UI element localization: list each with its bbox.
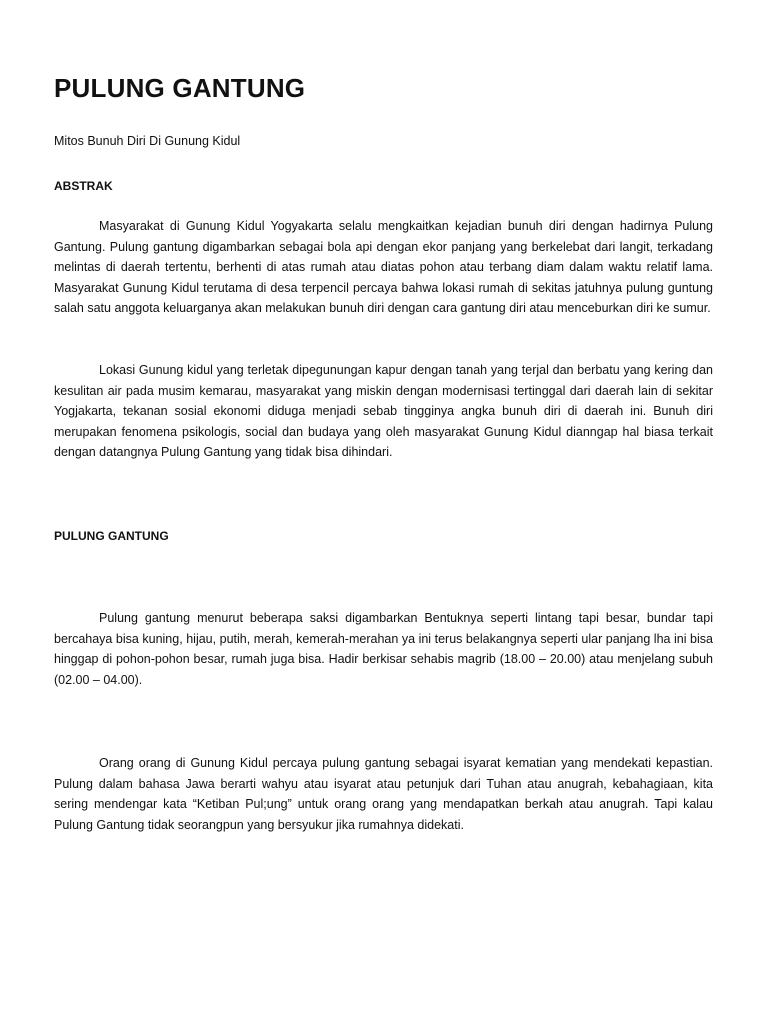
- section-heading: PULUNG GANTUNG: [54, 529, 169, 543]
- abstract-paragraph-2: Lokasi Gunung kidul yang terletak dipegunungan kapur dengan tanah yang terjal dan berbatu yang kering dan kesulitan air pada musim kemarau, masyarakat yang miskin dengan modernisasi tertinggal dari daerah lain di sekitar Yogjakarta, tekanan sosial ekonomi diduga menjadi sebab tingginya angka bunuh diri di daerah ini. Bunuh diri merupakan fenomena psikologis, social dan budaya yang oleh masyarakat Gunung Kidul dianngap hal biasa terkait dengan datangnya Pulung Gantung yang tidak bisa dihindari.: [54, 363, 713, 460]
- section-paragraph-1: Pulung gantung menurut beberapa saksi digambarkan Bentuknya seperti lintang tapi besar, bundar tapi bercahaya bisa kuning, hijau, putih, merah, kemerah-merahan ya ini terus belakangnya seperti ular panjang lha ini bisa hinggap di pohon-pohon besar, rumah juga bisa. Hadir berkisar sehabis magrib (18.00 – 20.00) atau menjelang subuh (02.00 – 04.00).: [54, 611, 713, 687]
- document-subtitle: Mitos Bunuh Diri Di Gunung Kidul: [54, 134, 241, 148]
- abstract-heading: ABSTRAK: [54, 179, 113, 193]
- abstract-paragraph-1: Masyarakat di Gunung Kidul Yogyakarta selalu mengkaitkan kejadian bunuh diri dengan hadirnya Pulung Gantung. Pulung gantung digambarkan sebagai bola api dengan ekor panjang yang berkelebat dari langit, terkadang melintas di daerah tertentu, berhenti di atas rumah atau diatas pohon atau terbang diam dalam waktu relatif lama. Masyarakat Gunung Kidul terutama di desa terpencil percaya bahwa lokasi rumah di sekitas jatuhnya pulung guntung salah satu anggota keluarganya akan melakukan bunuh diri dengan cara gantung diri atau menceburkan diri ke sumur.: [54, 219, 713, 316]
- section-paragraph-2: Orang orang di Gunung Kidul percaya pulung gantung sebagai isyarat kematian yang mendekati kepastian. Pulung dalam bahasa Jawa berarti wahyu atau isyarat atau petunjuk dari Tuhan atau anugrah, kebahagiaan, kita sering mendengar kata “Ketiban Pul;ung” untuk orang orang yang mendapatkan berkah atau anugrah. Tapi kalau Pulung Gantung tidak seorangpun yang bersyukur jika rumahnya didekati.: [54, 756, 713, 832]
- document-title: PULUNG GANTUNG: [54, 73, 306, 103]
